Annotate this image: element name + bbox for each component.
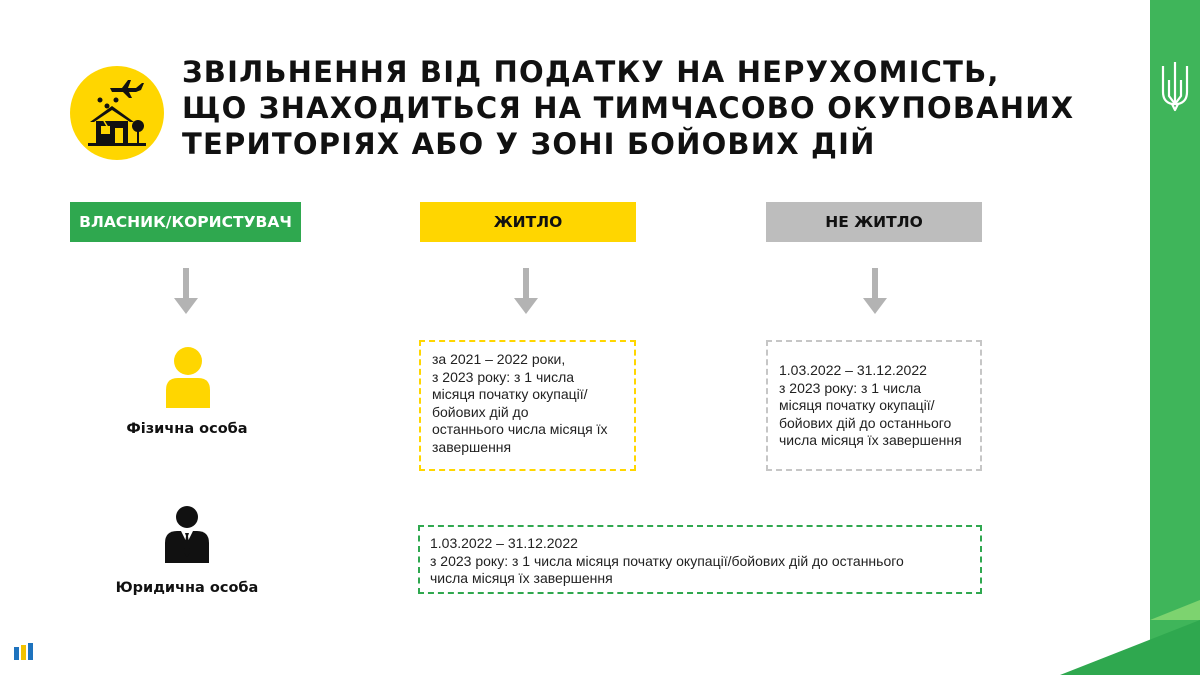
individual-label: Фізична особа	[126, 421, 248, 437]
box-line: місяця початку окупації/	[779, 397, 935, 413]
box-line: з 2023 року: з 1 числа місяця початку окупації/бойових дій до останнього	[430, 552, 904, 569]
box-line: 1.03.2022 – 31.12.2022	[779, 362, 927, 378]
corner-decoration	[1000, 560, 1200, 675]
non-residential-header: НЕ ЖИТЛО	[766, 202, 982, 242]
tax-service-logo-icon	[14, 643, 34, 660]
person-icon	[164, 346, 212, 408]
arrow-down-icon	[512, 268, 540, 316]
box-line: з 2023 року: з 1 числа	[779, 379, 922, 396]
arrow-down-icon	[861, 268, 889, 316]
box-line: бойових дій до останнього	[779, 414, 952, 431]
businessman-icon	[163, 505, 211, 563]
title-line-3: ТЕРИТОРІЯХ АБО У ЗОНІ БОЙОВИХ ДІЙ	[182, 127, 876, 161]
box-line: останнього числа місяця їх	[432, 421, 608, 437]
box-line: місяця початку окупації/	[432, 386, 588, 402]
residential-header: ЖИТЛО	[420, 202, 636, 242]
individual-residential-box	[419, 340, 636, 471]
box-line: бойових дій до	[432, 403, 529, 420]
title-line-1: ЗВІЛЬНЕННЯ ВІД ПОДАТКУ НА НЕРУХОМІСТЬ,	[182, 55, 1000, 89]
box-line: числа місяця їх завершення	[779, 432, 962, 448]
box-line: за 2021 – 2022 роки,	[432, 351, 566, 367]
destroyed-house-icon	[70, 66, 164, 160]
title-line-2: ЩО ЗНАХОДИТЬСЯ НА ТИМЧАСОВО ОКУПОВАНИХ	[182, 91, 1075, 125]
box-line: числа місяця їх завершення	[430, 570, 613, 586]
legal-entity-label: Юридична особа	[115, 580, 259, 596]
box-line: з 2023 року: з 1 числа	[432, 368, 575, 385]
box-line: 1.03.2022 – 31.12.2022	[430, 535, 578, 551]
legal-entity-box	[418, 525, 982, 594]
box-line: завершення	[432, 438, 512, 455]
arrow-down-icon	[172, 268, 200, 316]
page-title	[182, 54, 1074, 162]
individual-non-residential-box	[766, 340, 982, 471]
owner-header: ВЛАСНИК/КОРИСТУВАЧ	[70, 202, 301, 242]
